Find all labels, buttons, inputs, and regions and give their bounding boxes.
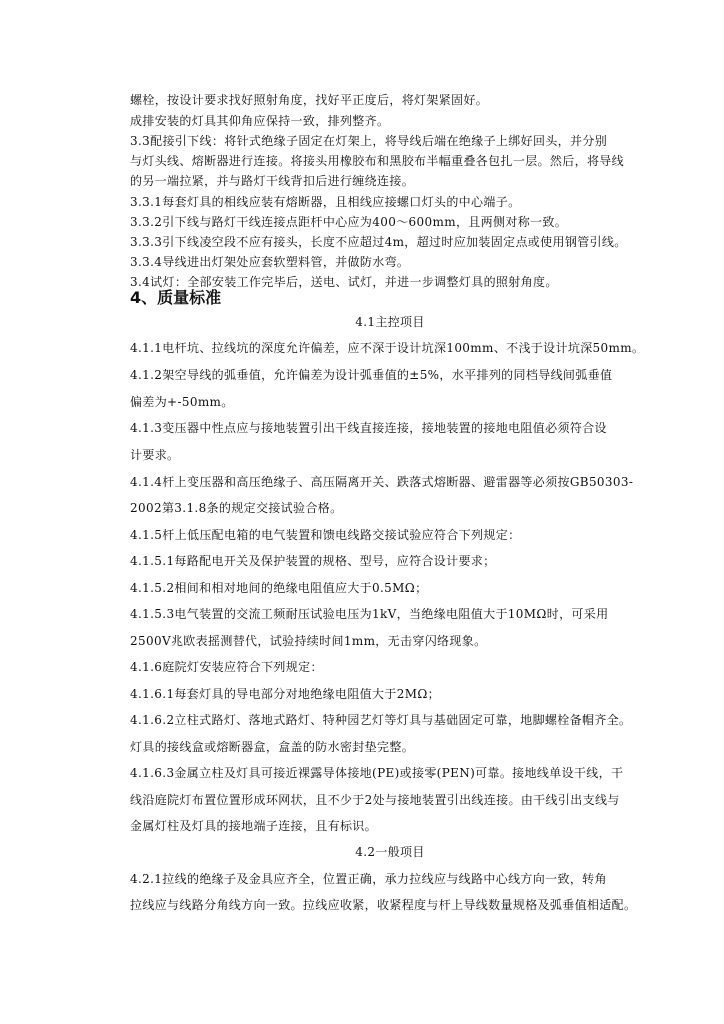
- main-line-1: 4.1.1电杆坑、拉线坑的深度允许偏差，应不深于设计坑深100mm、不浅于设计坑深50mm。: [130, 341, 645, 355]
- main-line-17: 4.1.6.3金属立柱及灯具可接近裸露导体接地(PE)或接零(PEN)可靠。接地线单设干线，干: [130, 766, 624, 780]
- main-line-6: 4.1.4杆上变压器和高压绝缘子、高压隔离开关、跌落式熔断器、避雷器等必须按GB50303-: [130, 475, 634, 489]
- main-line-16: 灯具的接线盒或熔断器盒，盒盖的防水密封垫完整。: [130, 740, 415, 754]
- intro-line-1: 螺栓，按设计要求找好照射角度，找好平正度后，将灯架紧固好。: [130, 93, 489, 107]
- main-line-2: 4.1.2架空导线的弧垂值，允许偏差为设计弧垂值的±5%，水平排列的同档导线间弧垂值: [130, 368, 613, 382]
- main-line-19: 金属灯柱及灯具的接地端子连接，且有标识。: [130, 819, 378, 833]
- main-line-12: 2500V兆欧表摇测替代，试验持续时间1mm，无击穿闪络现象。: [130, 634, 487, 648]
- general-line-2: 拉线应与线路分角线方向一致。拉线应收紧，收紧程度与杆上导线数量规格及弧垂值相适配。: [130, 898, 637, 912]
- main-line-13: 4.1.6庭院灯安装应符合下列规定：: [130, 660, 323, 674]
- main-line-5: 计要求。: [130, 448, 180, 462]
- main-line-9: 4.1.5.1每路配电开关及保护装置的规格、型号，应符合设计要求；: [130, 554, 496, 568]
- intro-line-3: 3.3配接引下线：将针式绝缘子固定在灯架上，将导线后端在绝缘子上绑好回头，并分别: [130, 134, 608, 148]
- main-line-15: 4.1.6.2立柱式路灯、落地式路灯、特种园艺灯等灯具与基础固定可靠，地脚螺栓备帽齐全。: [130, 713, 632, 727]
- main-line-18: 线沿庭院灯布置位置形成环网状，且不少于2处与接地装置引出线连接。由干线引出支线与: [130, 793, 620, 807]
- intro-line-8: 3.3.3引下线凌空段不应有接头，长度不应超过4m，超过时应加装固定点或使用钢管引线。: [130, 235, 627, 249]
- intro-line-2: 成排安装的灯具其仰角应保持一致，排列整齐。: [130, 114, 390, 128]
- intro-line-10: 3.4试灯：全部安装工作完毕后，送电、试灯，并进一步调整灯具的照射角度。: [130, 275, 558, 289]
- general-line-1: 4.2.1拉线的绝缘子及金具应齐全，位置正确，承力拉线应与线路中心线方向一致，转角: [130, 872, 607, 886]
- subsection-title-general: 4.2一般项目: [355, 845, 425, 859]
- subsection-title-main: 4.1主控项目: [355, 315, 425, 329]
- main-line-10: 4.1.5.2相间和相对地间的绝缘电阻值应大于0.5MΩ；: [130, 581, 428, 595]
- intro-line-7: 3.3.2引下线与路灯干线连接点距杆中心应为400～600mm，且两侧对称一致。: [130, 215, 568, 229]
- intro-line-5: 的另一端拉紧，并与路灯干线背扣后进行缠绕连接。: [130, 174, 415, 188]
- main-line-4: 4.1.3变压器中性点应与接地装置引出干线直接连接，接地装置的接地电阻值必须符合设: [130, 421, 607, 435]
- main-line-7: 2002第3.1.8条的规定交接试验合格。: [130, 501, 343, 515]
- intro-line-6: 3.3.1每套灯具的相线应装有熔断器，且相线应接螺口灯头的中心端子。: [130, 195, 521, 209]
- main-line-8: 4.1.5杆上低压配电箱的电气装置和馈电线路交接试验应符合下列规定：: [130, 528, 521, 542]
- main-line-14: 4.1.6.1每套灯具的导电部分对地绝缘电阻值大于2MΩ；: [130, 687, 441, 701]
- section-heading: 4、质量标准: [130, 288, 222, 307]
- main-line-11: 4.1.5.3电气装置的交流工频耐压试验电压为1kV，当绝缘电阻值大于10MΩ时，可采用: [130, 607, 609, 621]
- intro-line-9: 3.3.4导线进出灯架处应套软塑料管，并做防水弯。: [130, 255, 410, 269]
- main-line-3: 偏差为+-50mm。: [130, 395, 234, 409]
- intro-line-4: 与灯头线、熔断器进行连接。将接头用橡胶布和黑胶布半幅重叠各包扎一层。然后，将导线: [130, 154, 625, 168]
